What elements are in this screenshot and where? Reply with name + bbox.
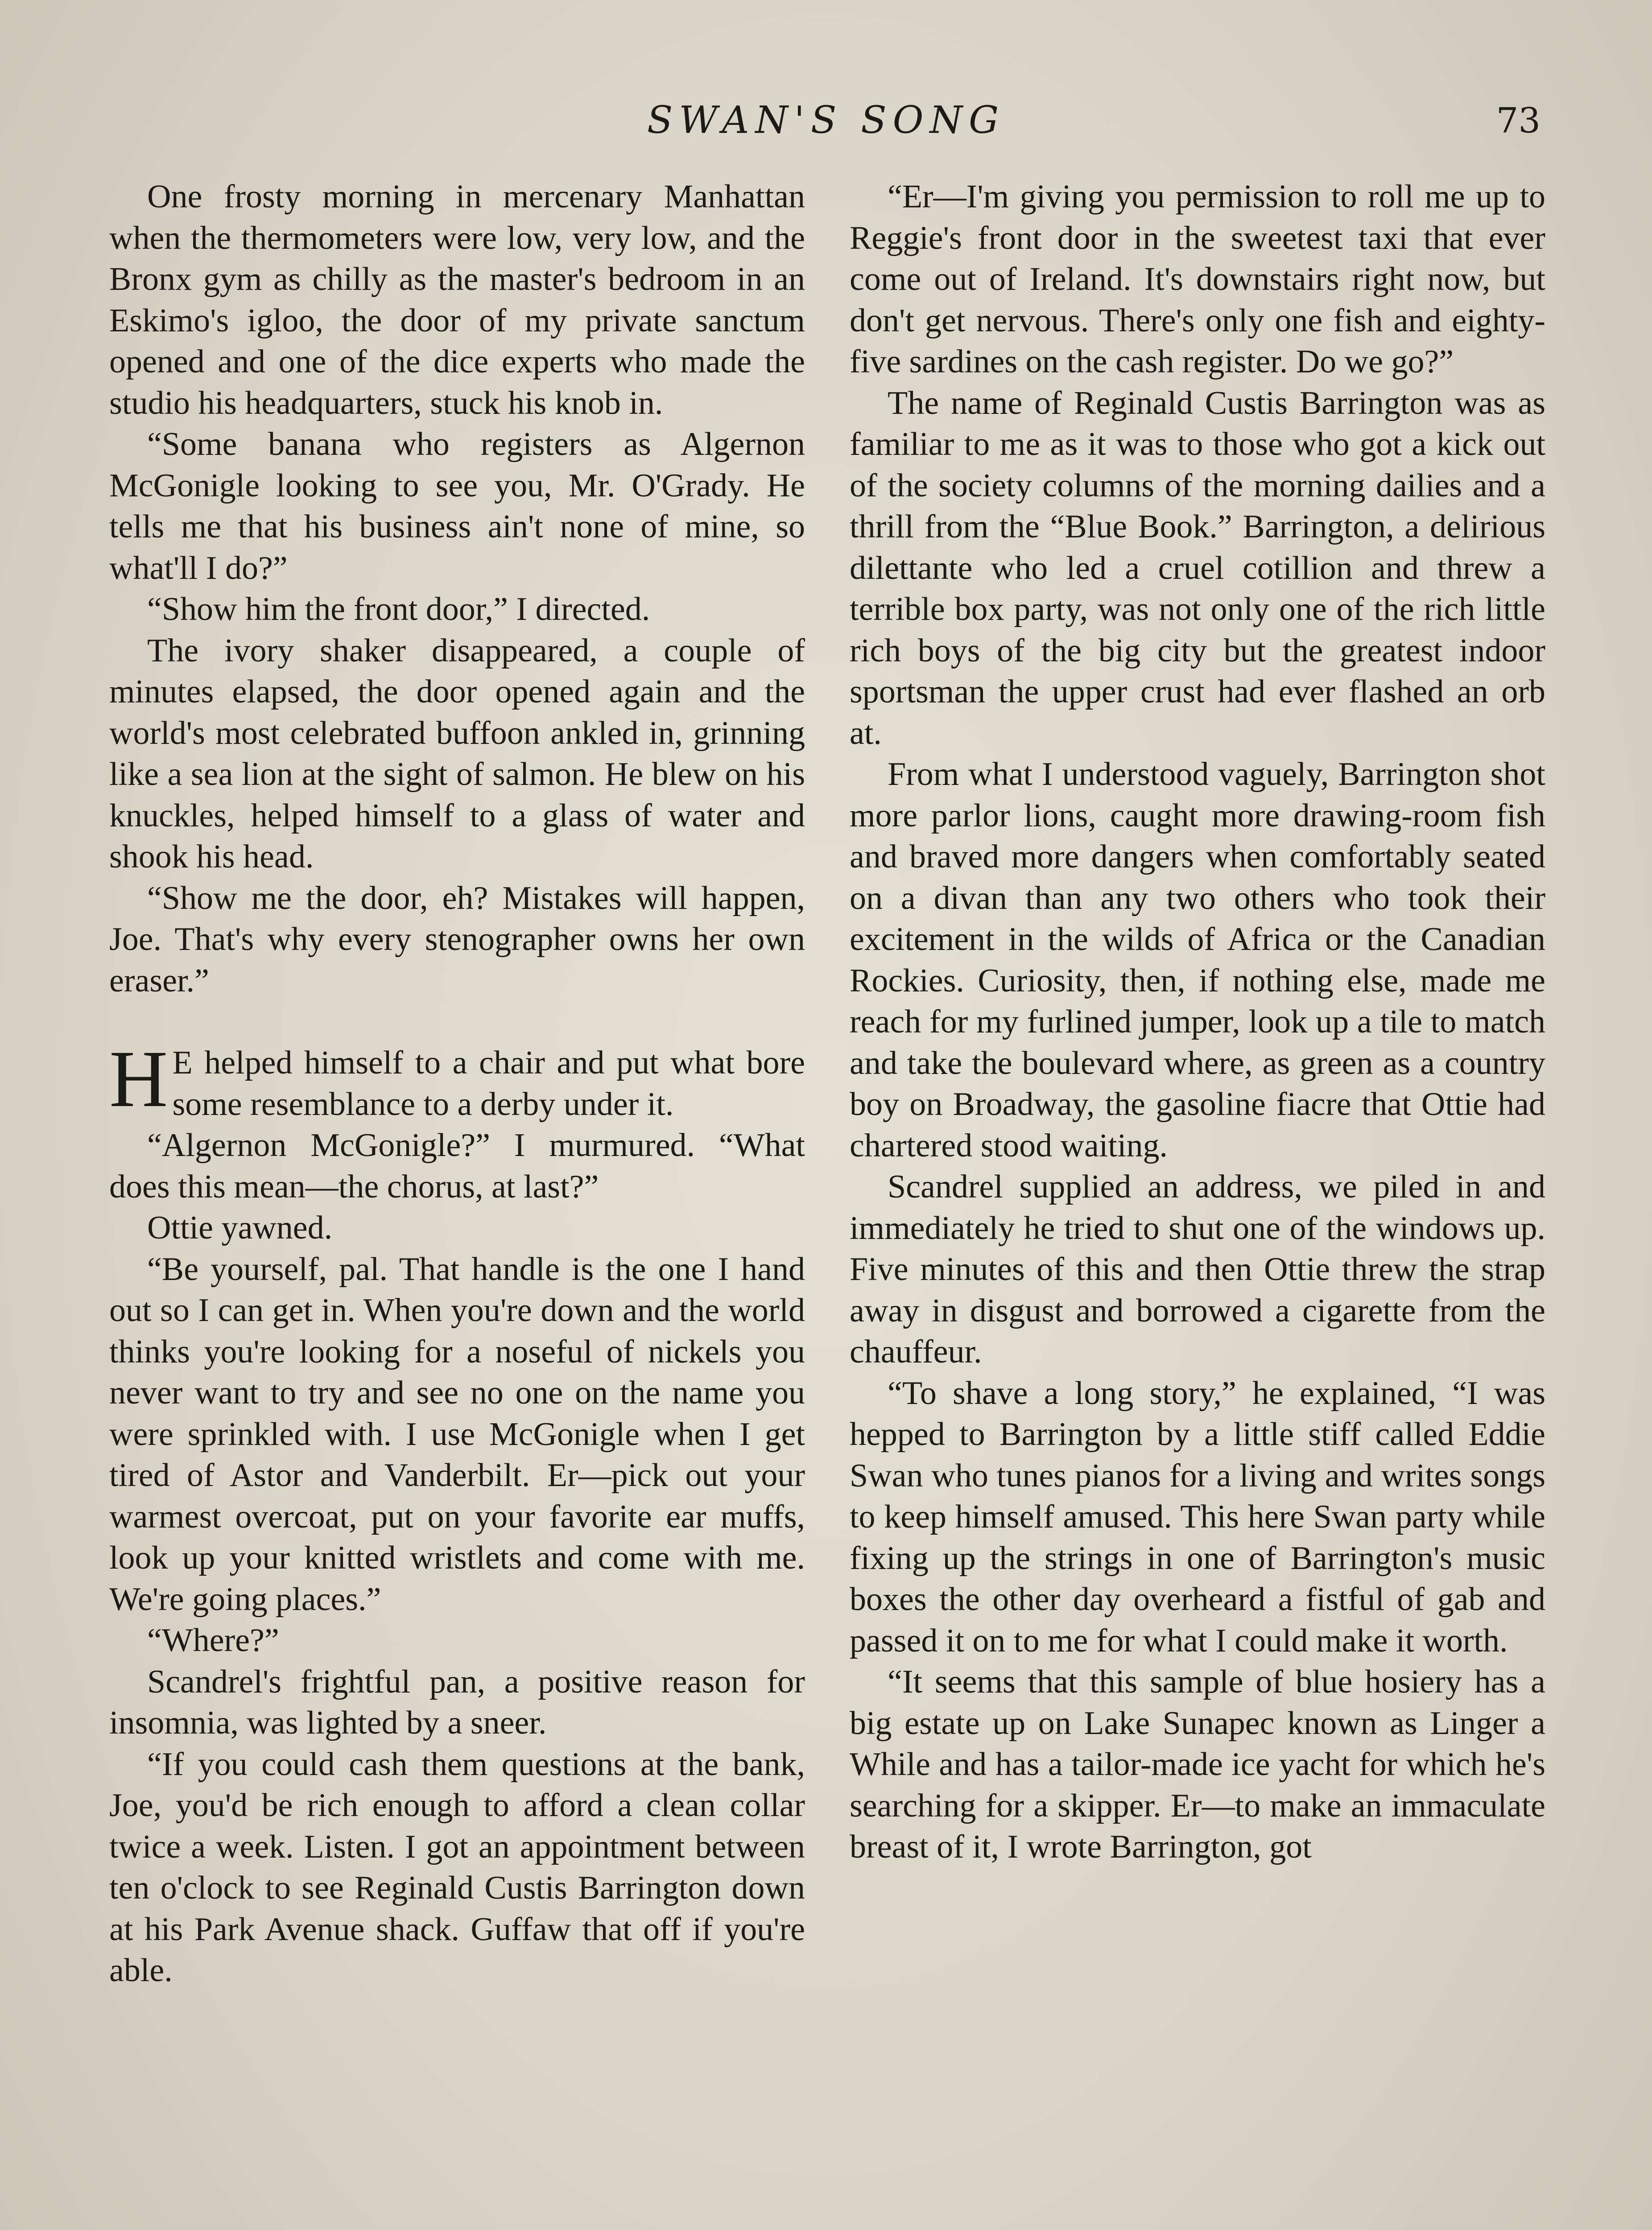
paragraph: “Be yourself, pal. That handle is the one I hand out so I can get in. When you're down and the world thinks you're looking for a noseful of nickels you never want to try and see no one on the name you were sprinkled with. I use McGonigle when I get tired of Astor and Vanderbilt. Er—pick out your warmest overcoat, put on your favorite ear muffs, look up your knitted wristlets and come with me. We're going places.” [109, 1251, 805, 1618]
section-opening-paragraph [109, 1034, 805, 1125]
page-number: 73 [1496, 101, 1540, 141]
paragraph: The ivory shaker disappeared, a couple of minutes elapsed, the door opened again and the world's most celebrated buffoon ankled in, grinning like a sea lion at the sight of salmon. He blew on his knuckles, helped himself to a glass of water and shook his head. [109, 632, 805, 875]
paragraph: “Some banana who registers as Algernon McGonigle looking to see you, Mr. O'Grady. He tells me that his business ain't none of mine, so what'll I do?” [109, 426, 805, 586]
paragraph: The name of Reginald Custis Barrington was as familiar to me as it was to those who got a kick out of the society columns of the morning dailies and a thrill from the “Blue Book.” Barrington, a delirious dilettante who led a cruel cotillion and threw a terrible box party, was not only one of the rich little rich boys of the big city but the greatest indoor sportsman the upper crust had ever flashed an orb at. [850, 384, 1545, 752]
paragraph: “Where?” [147, 1622, 279, 1659]
paragraph: “Show me the door, eh? Mistakes will happen, Joe. That's why every stenographer owns her own eraser.” [109, 880, 805, 999]
paragraph: “Show him the front door,” I directed. [147, 591, 650, 628]
paragraph: Scandrel's frightful pan, a positive reason for insomnia, was lighted by a sneer. [109, 1663, 805, 1741]
paragraph: “It seems that this sample of blue hosiery has a big estate up on Lake Sunapec known as Linger a While and has a tailor-made ice yacht for which he's searching for a skipper. Er—to make an immaculate breast of it, I wrote Barrington, got [850, 1664, 1545, 1865]
left-column [109, 176, 805, 1991]
drop-cap: H [109, 1034, 168, 1124]
paragraph: “To shave a long story,” he explained, “I was hepped to Barrington by a little stiff called Eddie Swan who tunes pianos for a living and writes songs to keep himself amused. This here Swan party while fixing up the strings in one of Barrington's music boxes the other day overheard a fistful of gab and passed it on to me for what I could make it worth. [850, 1375, 1545, 1659]
paragraph: “Er—I'm giving you permission to roll me up to Reggie's front door in the sweetest taxi that ever come out of Ireland. It's downstairs right now, but don't get nervous. There's only one fish and eighty-five sardines on the cash register. Do we go?” [850, 178, 1545, 380]
paragraph: Ottie yawned. [147, 1210, 333, 1246]
paragraph: “Algernon McGonigle?” I murmured. “What does this mean—the chorus, at last?” [109, 1127, 805, 1205]
paragraph: Scandrel supplied an address, we piled in and immediately he tried to shut one of the windows up. Five minutes of this and then Ottie threw the strap away in disgust and borrowed a cigarette from the chauffeur. [850, 1169, 1545, 1370]
paragraph: One frosty morning in mercenary Manhattan when the thermometers were low, very low, and the Bronx gym as chilly as the master's bedroom in an Eskimo's igloo, the door of my private sanctum opened and one of the dice experts who made the studio his headquarters, stuck his knob in. [109, 178, 805, 421]
paragraph: From what I understood vaguely, Barrington shot more parlor lions, caught more drawing-room fish and braved more dangers when comfortably seated on a divan than any two others who took their excitement in the wilds of Africa or the Canadian Rockies. Curiosity, then, if nothing else, made me reach for my furlined jumper, look up a tile to match and take the boulevard where, as green as a country boy on Broadway, the gasoline fiacre that Ottie had chartered stood waiting. [850, 756, 1545, 1164]
paragraph: “If you could cash them questions at the bank, Joe, you'd be rich enough to afford a clean collar twice a week. Listen. I got an appointment between ten o'clock to see Reginald Custis Barrington down at his Park Avenue shack. Guffaw that off if you're able. [109, 1746, 805, 1989]
right-column [850, 176, 1545, 1868]
page-header [0, 89, 1652, 161]
running-title: SWAN'S SONG [647, 98, 1005, 142]
section-opening-text: E helped himself to a chair and put what bore some resemblance to a derby under it. [172, 1045, 805, 1123]
